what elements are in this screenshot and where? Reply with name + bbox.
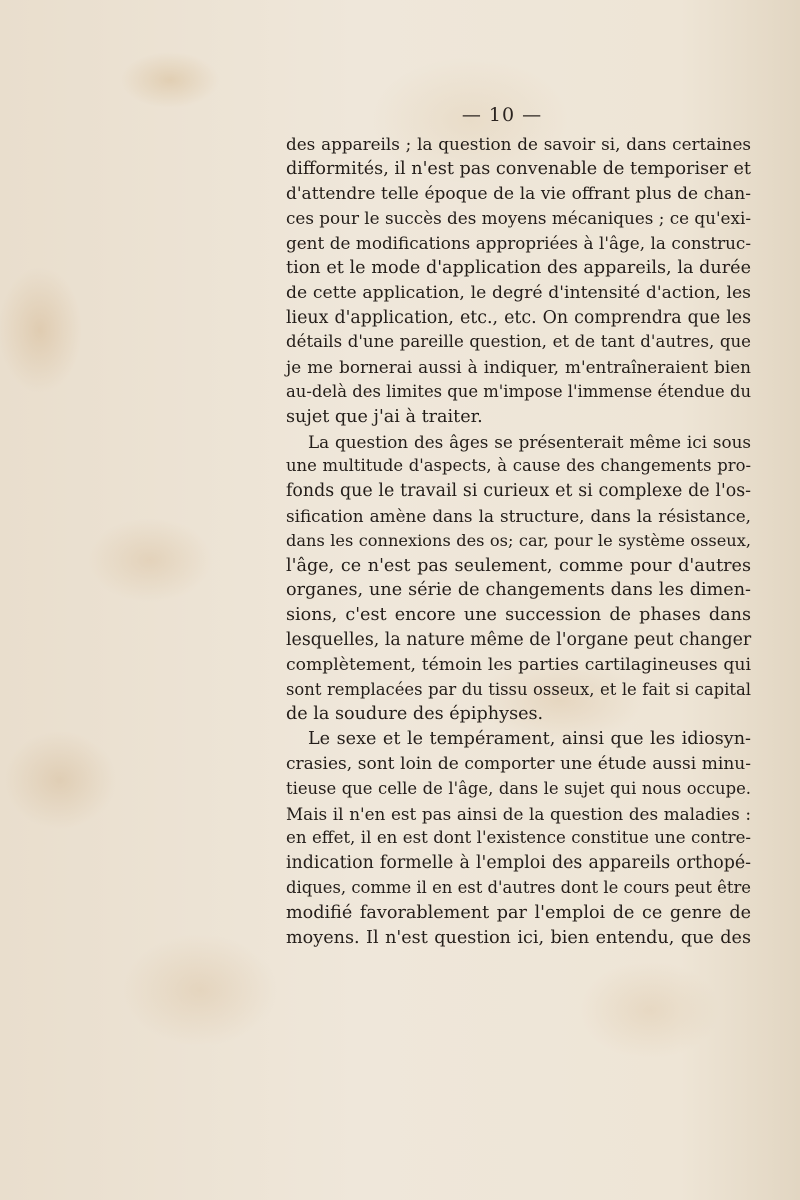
text-line: tieuse que celle de l'âge, dans le sujet qui nous occupe.: [286, 778, 751, 798]
text-line: détails d'une pareille question, et de tant d'autres, que: [286, 332, 751, 352]
body-text: [286, 132, 751, 950]
text-line: modifié favorablement par l'emploi de ce genre de: [286, 902, 751, 923]
text-line: Mais il n'en est pas ainsi de la question des maladies :: [286, 803, 751, 824]
text-line: diques, comme il en est d'autres dont le cours peut être: [286, 877, 751, 897]
text-line: sujet que j'ai à traiter.: [286, 406, 483, 427]
text-line: crasies, sont loin de comporter une étude aussi minu-: [286, 753, 751, 774]
text-line: sions, c'est encore une succession de phases dans: [286, 605, 751, 626]
text-line: une multitude d'aspects, à cause des changements pro-: [286, 456, 751, 476]
text-line: au-delà des limites que m'impose l'immense étendue du: [286, 381, 751, 401]
text-line: difformités, il n'est pas convenable de temporiser et: [286, 158, 751, 179]
text-line: La question des âges se présenterait même ici sous: [308, 431, 751, 452]
text-line: moyens. Il n'est question ici, bien entendu, que des: [286, 927, 751, 948]
text-line: Le sexe et le tempérament, ainsi que les idiosyn-: [308, 729, 751, 750]
text-line: organes, une série de changements dans les dimen-: [286, 580, 751, 601]
text-line: tion et le mode d'application des appareils, la durée: [286, 257, 751, 278]
text-line: lieux d'application, etc., etc. On comprendra que les: [286, 307, 751, 328]
text-line: l'âge, ce n'est pas seulement, comme pour d'autres: [286, 555, 751, 576]
text-line: lesquelles, la nature même de l'organe peut changer: [286, 629, 752, 650]
text-line: d'attendre telle époque de la vie offrant plus de chan-: [286, 183, 751, 204]
text-line: complètement, témoin les parties cartilagineuses qui: [286, 654, 751, 675]
text-line: ces pour le succès des moyens mécaniques ; ce qu'exi-: [286, 208, 751, 229]
text-line: en effet, il en est dont l'existence constitue une contre-: [286, 828, 751, 848]
text-line: fonds que le travail si curieux et si complexe de l'os-: [286, 481, 751, 502]
paragraph-3: [286, 727, 751, 950]
text-line: sification amène dans la structure, dans la résistance,: [286, 505, 751, 526]
text-line: gent de modifications appropriées à l'âge, la construc-: [286, 233, 751, 254]
paragraph-2: [286, 430, 751, 728]
paragraph-1: [286, 132, 751, 430]
text-line: dans les connexions des os; car, pour le système osseux,: [286, 530, 751, 550]
text-line: des appareils ; la question de savoir si, dans certaines: [286, 134, 751, 154]
text-line: indication formelle à l'emploi des appareils orthopé-: [286, 853, 751, 874]
text-line: je me bornerai aussi à indiquer, m'entraîneraient bien: [286, 357, 751, 378]
text-line: sont remplacées par du tissu osseux, et le fait si capital: [286, 679, 751, 699]
text-line: de la soudure des épiphyses.: [286, 704, 544, 725]
page-number: — 10 —: [461, 104, 543, 126]
text-line: de cette application, le degré d'intensité d'action, les: [286, 282, 751, 303]
